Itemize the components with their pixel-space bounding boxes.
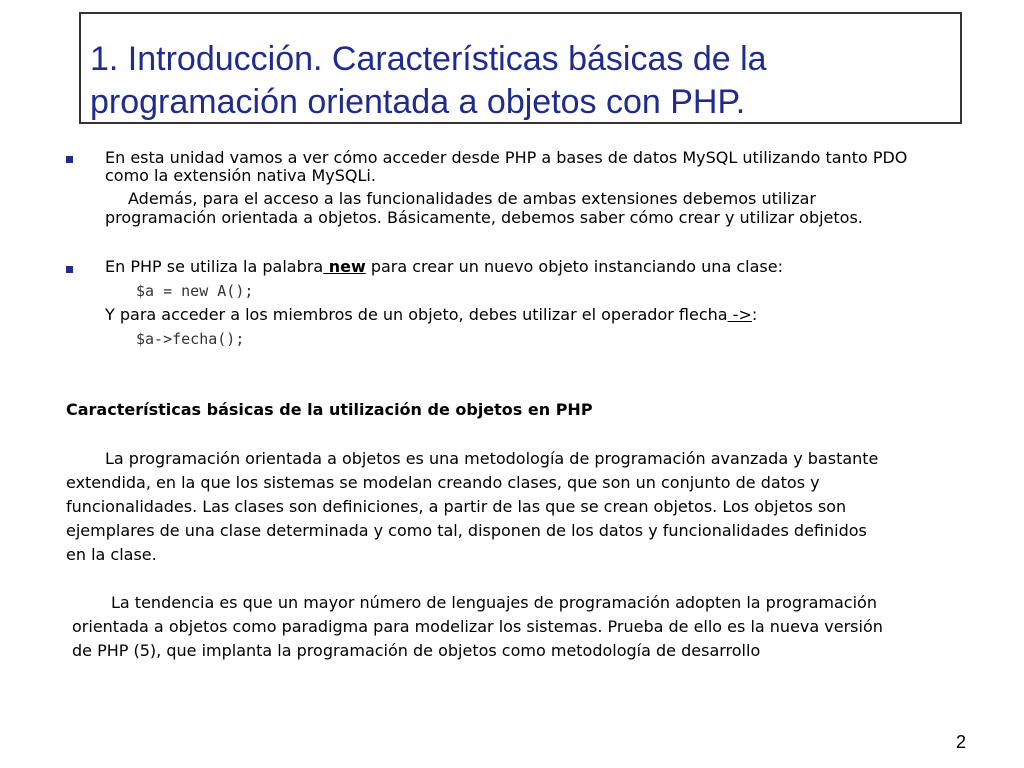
bullet2-line-2-rest: : — [751, 305, 758, 324]
bullet1-line-2: como la extensión nativa MySQLi. — [105, 166, 376, 185]
bullet1-line-1: En esta unidad vamos a ver cómo acceder desde PHP a bases de datos MySQL utilizando tanto PDO — [105, 148, 908, 167]
para1-line-4: ejemplares de una clase determinada y como tal, disponen de los datos y funcionalidades definidos — [66, 521, 867, 540]
section-heading: Características básicas de la utilización de objetos en PHP — [66, 400, 593, 419]
bullet2-line-2-text: Y para acceder a los miembros de un objeto, debes utilizar el operador flecha — [105, 305, 728, 324]
code-new-object: $a = new A(); — [136, 282, 254, 300]
bullet-square-icon — [66, 266, 73, 273]
bullet1-line-3: Además, para el acceso a las funcionalidades de ambas extensiones debemos utilizar — [128, 189, 816, 208]
slide-title — [90, 38, 950, 124]
para1-line-1: La programación orientada a objetos es una metodología de programación avanzada y bastante — [105, 449, 879, 468]
para1-line-2: extendida, en la que los sistemas se modelan creando clases, que son un conjunto de datos y — [66, 473, 820, 492]
bullet2-line-1 — [105, 256, 783, 278]
bullet2-line-1-rest: para crear un nuevo objeto instanciando una clase: — [365, 257, 783, 276]
operator-arrow: -> — [727, 305, 752, 324]
keyword-new: new — [323, 257, 366, 276]
slide-title-line-1: 1. Introducción. Características básicas de la — [90, 40, 767, 78]
para1-line-5: en la clase. — [66, 545, 157, 564]
para1-line-3: funcionalidades. Las clases son definiciones, a partir de las que se crean objetos. Los objetos son — [66, 497, 847, 516]
slide-title-line-2: programación orientada a objetos con PHP. — [90, 83, 746, 121]
para2-line-1: La tendencia es que un mayor número de lenguajes de programación adopten la programación — [111, 593, 877, 612]
bullet1-line-4: programación orientada a objetos. Básicamente, debemos saber cómo crear y utilizar objetos. — [105, 208, 863, 227]
para2-line-3: de PHP (5), que implanta la programación de objetos como metodología de desarrollo — [72, 641, 761, 660]
bullet-square-icon — [66, 156, 73, 163]
page-number: 2 — [955, 732, 966, 752]
bullet2-line-2 — [105, 304, 757, 326]
para2-line-2: orientada a objetos como paradigma para modelizar los sistemas. Prueba de ello es la nueva versión — [72, 617, 883, 636]
code-member-access: $a->fecha(); — [136, 330, 245, 348]
bullet2-line-1-text: En PHP se utiliza la palabra — [105, 257, 324, 276]
